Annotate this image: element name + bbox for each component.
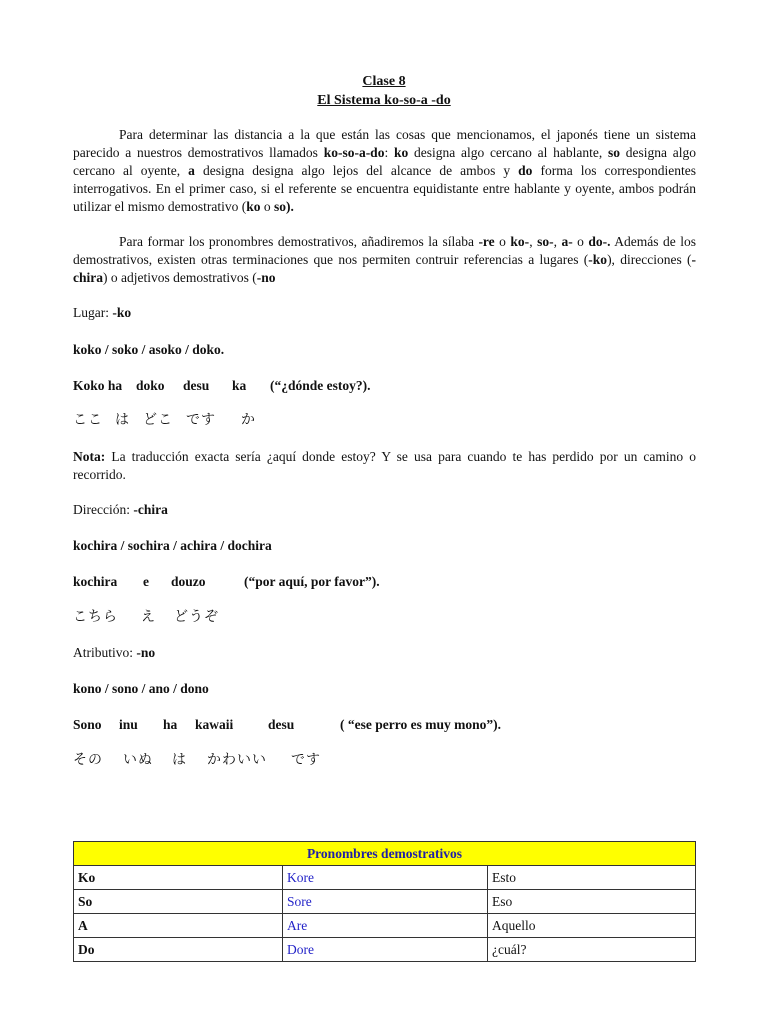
atributivo-example (73, 716, 501, 734)
kana-word: その (73, 752, 103, 768)
kana-word: は (115, 412, 130, 428)
example-word: kochira (73, 574, 118, 589)
note-paragraph: Nota: La traducción exacta sería ¿aquí donde estoy? Y se usa para cuando te has perdido por un camino o recorrido. (73, 449, 696, 482)
kana-word: どこ (143, 412, 173, 428)
table-cell-meaning: Aquello (488, 914, 696, 938)
table-row (74, 914, 696, 938)
table-cell-key: Ko (74, 866, 283, 890)
example-word: e (143, 574, 149, 589)
example-word: desu (183, 378, 210, 393)
example-translation: (“¿dónde estoy?). (270, 378, 371, 393)
table-cell-key: So (74, 890, 283, 914)
kana-word: かわいい (207, 752, 267, 768)
intro-paragraph: Para determinar las distancia a la que están las cosas que mencionamos, el japonés tiene un sistema parecido a nuestros demostrativos llamados ko-so-a-do: ko designa algo cercano al hablante, so designa algo cercano al oyente, a designa designa algo lejos del alcance de ambos y do forma los correspondientes interrogativos. En el primer caso, si el referente se encuentra equidistante entre hablante y oyente, ambos podrán utilizar el mismo demostrativo (ko o so). (73, 127, 696, 214)
kana-word: いぬ (123, 752, 153, 768)
lugar-kana (73, 411, 256, 429)
table-cell-key: A (74, 914, 283, 938)
example-word: Sono (73, 717, 102, 732)
direccion-example (73, 573, 380, 591)
kana-word: どうぞ (174, 609, 219, 625)
table-cell-key: Do (74, 938, 283, 962)
atributivo-forms: kono / sono / ano / dono (73, 681, 209, 696)
formation-paragraph: Para formar los pronombres demostrativos, añadiremos la sílaba -re o ko-, so-, a- o do-. Además de los demostrativos, existen otras terminaciones que nos permiten contruir referencias a lugares (-ko), direcciones (-chira) o adjetivos demostrativos (-no (73, 234, 697, 285)
table-row (74, 938, 696, 962)
example-word: inu (119, 717, 138, 732)
kana-word: え (141, 609, 156, 625)
atributivo-heading: Atributivo: -no (73, 645, 156, 660)
example-translation: (“por aquí, por favor”). (244, 574, 380, 589)
kana-word: です (186, 412, 216, 428)
direccion-kana (73, 608, 219, 626)
direccion-forms: kochira / sochira / achira / dochira (73, 538, 272, 553)
direccion-heading: Dirección: -chira (73, 502, 168, 517)
lugar-example (73, 377, 371, 395)
table-cell-meaning: ¿cuál? (488, 938, 696, 962)
table-row (74, 866, 696, 890)
kana-word: ここ (73, 412, 103, 428)
lugar-forms: koko / soko / asoko / doko. (73, 342, 225, 357)
example-word: doko (136, 378, 165, 393)
demonstratives-table (73, 841, 696, 962)
example-word: ha (163, 717, 178, 732)
table-cell-pronoun: Are (283, 914, 488, 938)
table-row (74, 890, 696, 914)
table-header-row (74, 842, 696, 866)
atributivo-kana (73, 751, 321, 769)
example-word: douzo (171, 574, 206, 589)
page-title: El Sistema ko-so-a -do (317, 93, 451, 108)
example-word: ka (232, 378, 247, 393)
table-cell-meaning: Eso (488, 890, 696, 914)
example-word: kawaii (195, 717, 234, 732)
table-cell-meaning: Esto (488, 866, 696, 890)
class-number: Clase 8 (362, 74, 406, 89)
kana-word: こちら (73, 609, 118, 625)
example-translation: ( “ese perro es muy mono”). (340, 717, 501, 732)
table-cell-pronoun: Sore (283, 890, 488, 914)
example-word: Koko ha (73, 378, 123, 393)
lugar-heading: Lugar: -ko (73, 305, 132, 320)
kana-word: か (241, 412, 256, 428)
table-cell-pronoun: Kore (283, 866, 488, 890)
kana-word: です (291, 752, 321, 768)
table-cell-pronoun: Dore (283, 938, 488, 962)
table-title: Pronombres demostrativos (74, 842, 696, 866)
example-word: desu (268, 717, 295, 732)
kana-word: は (172, 752, 187, 768)
